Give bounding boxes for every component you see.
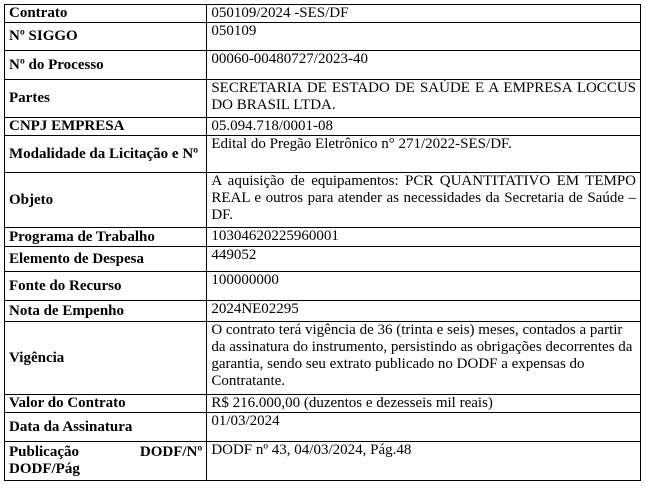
label-valor: Valor do Contrato	[5, 395, 207, 413]
value-vigencia: O contrato terá vigência de 36 (trinta e seis) meses, contados a partir da assinatura do instrumento, persistindo as obrigações decorrentes da garantia, sendo seu extrato publicado no DODF a expensas do Contratante.	[207, 322, 641, 395]
value-processo: 00060-00480727/2023-40	[207, 51, 641, 80]
table-row-valor	[5, 395, 641, 413]
table-row-modalidade	[5, 136, 641, 173]
table-row-publicacao	[5, 442, 641, 481]
label-publicacao-part1: Publicação	[9, 444, 79, 460]
table-row-cnpj	[5, 118, 641, 136]
value-modalidade: Edital do Pregão Eletrônico n° 271/2022-SES/DF.	[207, 136, 641, 173]
table-row-siggo	[5, 23, 641, 51]
label-empenho: Nota de Empenho	[5, 301, 207, 322]
label-processo: Nº do Processo	[5, 51, 207, 80]
contract-extract-document	[4, 4, 641, 481]
label-vigencia: Vigência	[5, 322, 207, 395]
value-objeto: A aquisição de equipamentos: PCR QUANTITATIVO EM TEMPO REAL e outros para atender as necessidades da Secretaria de Saúde – DF.	[207, 173, 641, 228]
value-programa: 10304620225960001	[207, 228, 641, 247]
label-programa: Programa de Trabalho	[5, 228, 207, 247]
table-row-elemento	[5, 247, 641, 272]
table-row-objeto	[5, 173, 641, 228]
value-fonte: 100000000	[207, 272, 641, 301]
label-publicacao-part3: DODF/Pág	[9, 461, 80, 477]
table-row-partes	[5, 80, 641, 118]
value-valor: R$ 216.000,00 (duzentos e dezesseis mil reais)	[207, 395, 641, 413]
label-siggo: Nº SIGGO	[5, 23, 207, 51]
value-partes: SECRETARIA DE ESTADO DE SAÚDE E A EMPRESA LOCCUS DO BRASIL LTDA.	[207, 80, 641, 118]
contract-summary-table	[4, 4, 641, 481]
table-row-contrato	[5, 5, 641, 23]
label-objeto: Objeto	[5, 173, 207, 228]
label-contrato: Contrato	[5, 5, 207, 23]
table-row-processo	[5, 51, 641, 80]
value-contrato: 050109/2024 -SES/DF	[207, 5, 641, 23]
value-siggo: 050109	[207, 23, 641, 51]
value-elemento: 449052	[207, 247, 641, 272]
value-publicacao: DODF nº 43, 04/03/2024, Pág.48	[207, 442, 641, 481]
label-cnpj: CNPJ EMPRESA	[5, 118, 207, 136]
value-empenho: 2024NE02295	[207, 301, 641, 322]
table-row-fonte	[5, 272, 641, 301]
label-modalidade: Modalidade da Licitação e Nº	[5, 136, 207, 173]
label-data: Data da Assinatura	[5, 413, 207, 442]
label-elemento: Elemento de Despesa	[5, 247, 207, 272]
label-publicacao-part2: DODF/Nº	[139, 444, 203, 460]
table-row-programa	[5, 228, 641, 247]
label-publicacao	[5, 442, 207, 481]
label-partes: Partes	[5, 80, 207, 118]
table-row-empenho	[5, 301, 641, 322]
value-cnpj: 05.094.718/0001-08	[207, 118, 641, 136]
table-row-data	[5, 413, 641, 442]
value-data: 01/03/2024	[207, 413, 641, 442]
label-fonte: Fonte do Recurso	[5, 272, 207, 301]
table-row-vigencia	[5, 322, 641, 395]
